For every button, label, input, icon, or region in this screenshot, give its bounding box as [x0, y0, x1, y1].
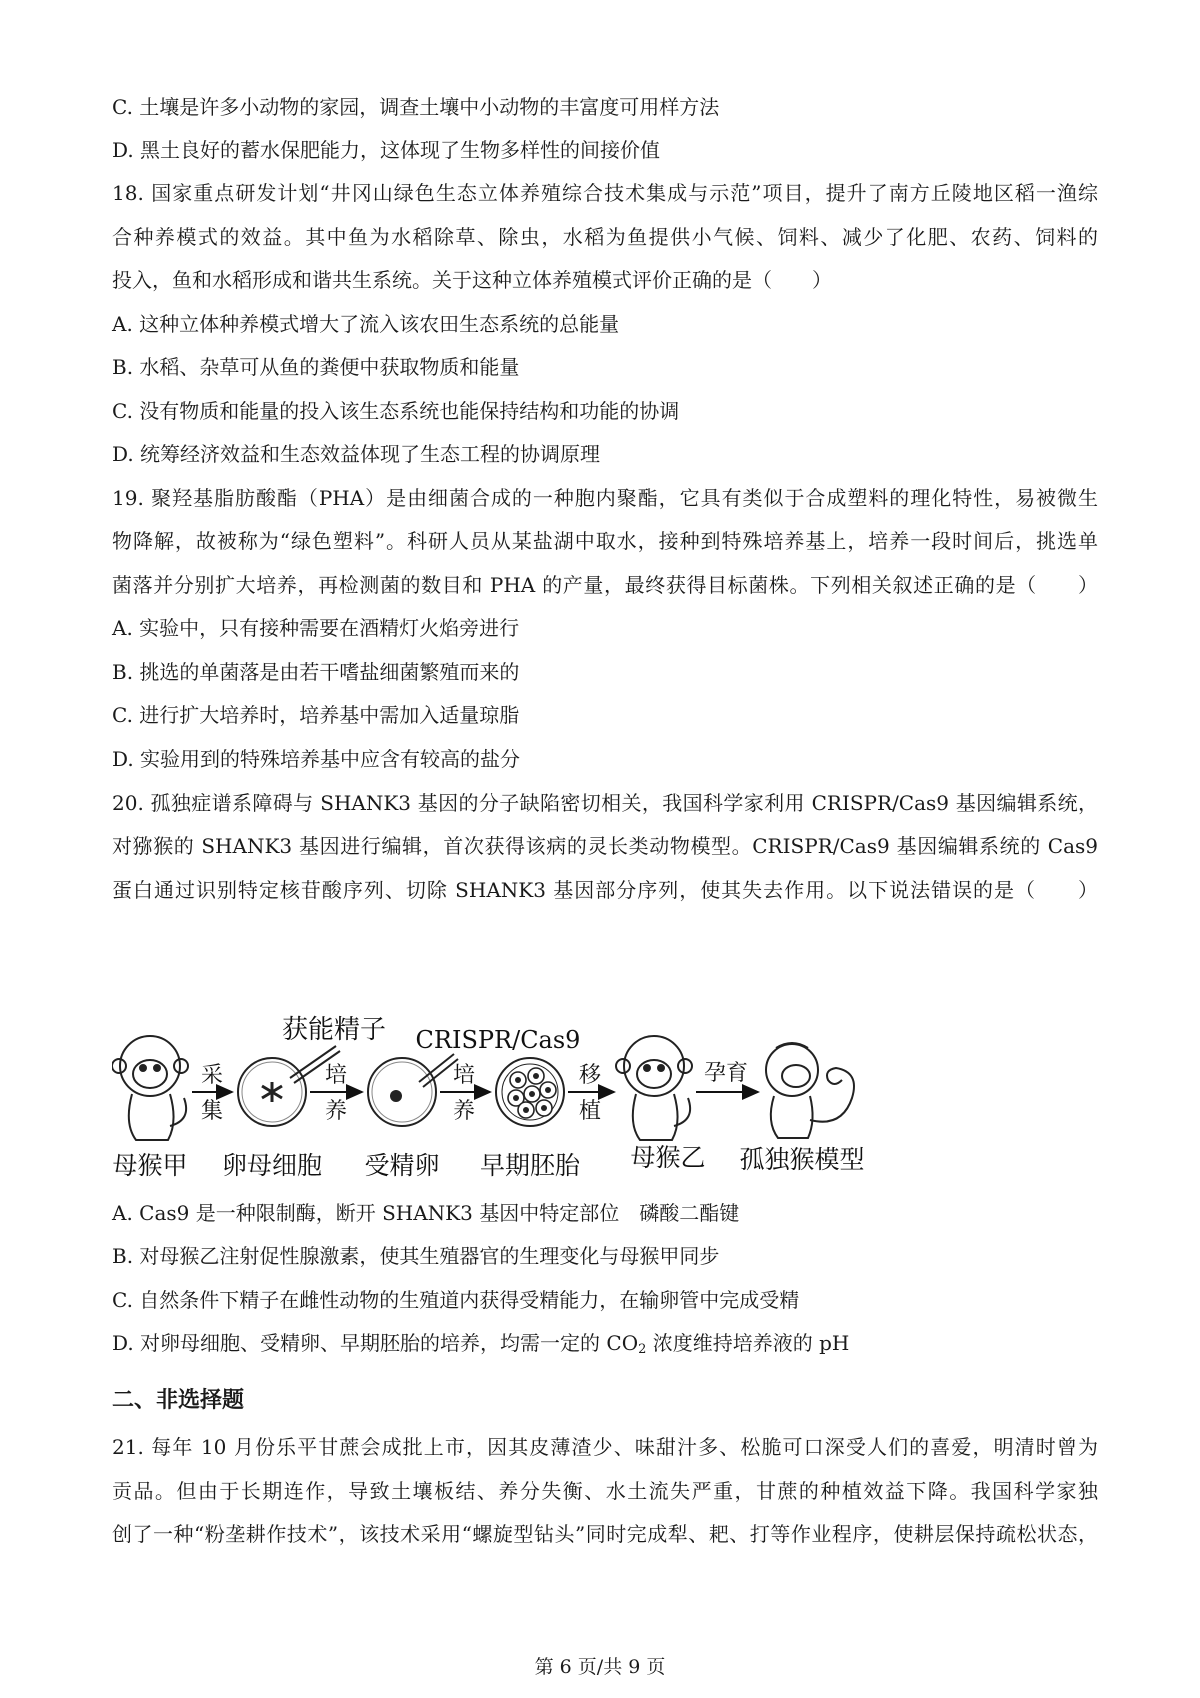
- arrow-label-culture-3: 培: [452, 1063, 476, 1088]
- arrow-label-pregnancy: 孕育: [703, 1061, 749, 1086]
- zygote-icon: [368, 1054, 458, 1126]
- caption-oocyte: 卵母细胞: [221, 1151, 323, 1180]
- caption-zygote: 受精卵: [364, 1151, 440, 1180]
- early-embryo-icon: [496, 1058, 564, 1126]
- option-20b: B. 对母猴乙注射促性腺激素，使其生殖器官的生理变化与母猴甲同步: [112, 1244, 720, 1268]
- question-18-line-1: 18. 国家重点研发计划“井冈山绿色生态立体养殖综合技术集成与示范”项目，提升了南方丘陵地区稻一渔综: [112, 181, 1098, 205]
- option-19b: B. 挑选的单菌落是由若干嗜盐细菌繁殖而来的: [112, 660, 520, 684]
- caption-mother-b: 母猴乙: [630, 1143, 706, 1172]
- option-17c: C. 土壤是许多小动物的家园，调查土壤中小动物的丰富度可用样方法: [112, 95, 720, 119]
- arrow-label-collect-2: 集: [200, 1099, 224, 1124]
- arrow-label-culture-4: 养: [452, 1099, 476, 1124]
- arrow-label-collect-1: 采: [200, 1063, 224, 1088]
- option-18c: C. 没有物质和能量的投入该生态系统也能保持结构和功能的协调: [112, 399, 680, 423]
- option-18d: D. 统筹经济效益和生态效益体现了生态工程的协调原理: [112, 442, 601, 466]
- arrow-label-culture-2: 养: [324, 1099, 348, 1124]
- option-19a: A. 实验中，只有接种需要在酒精灯火焰旁进行: [112, 616, 520, 640]
- mother-monkey-b-icon: [616, 1036, 692, 1140]
- option-19c: C. 进行扩大培养时，培养基中需加入适量琼脂: [112, 703, 520, 727]
- question-20-line-2: 对猕猴的 SHANK3 基因进行编辑，首次获得该病的灵长类动物模型。CRISPR/Cas9 基因编辑系统的 Cas9: [112, 834, 1098, 858]
- question-21-line-2: 贡品。但由于长期连作，导致土壤板结、养分失衡、水土流失严重，甘蔗的种植效益下降。我国科学家独: [112, 1479, 1098, 1503]
- option-19d: D. 实验用到的特殊培养基中应含有较高的盐分: [112, 747, 521, 771]
- option-20c: C. 自然条件下精子在雌性动物的生殖道内获得受精能力，在输卵管中完成受精: [112, 1288, 800, 1312]
- caption-early-embryo: 早期胚胎: [479, 1151, 581, 1180]
- arrow-label-transplant-1: 移: [578, 1063, 602, 1088]
- label-crispr-cas9: CRISPR/Cas9: [415, 1026, 581, 1054]
- option-20a: A. Cas9 是一种限制酶，断开 SHANK3 基因中特定部位 磷酸二酯键: [112, 1201, 740, 1225]
- mother-monkey-a-icon: [112, 1036, 188, 1140]
- autism-monkey-model-icon: [766, 1043, 854, 1138]
- option-20d-text-after: 浓度维持培养液的 pH: [646, 1331, 850, 1355]
- option-20d-text-before: D. 对卵母细胞、受精卵、早期胚胎的培养，均需一定的 CO: [112, 1331, 639, 1355]
- option-18b: B. 水稻、杂草可从鱼的粪便中获取物质和能量: [112, 355, 520, 379]
- page-footer: 第 6 页/共 9 页: [534, 1656, 666, 1678]
- question-19-line-3: 菌落并分别扩大培养，再检测菌的数目和 PHA 的产量，最终获得目标菌株。下列相关叙述正确的是（ ）: [112, 573, 1098, 597]
- arrow-label-transplant-2: 植: [578, 1099, 602, 1124]
- question-21-line-3: 创了一种“粉垄耕作技术”，该技术采用“螺旋型钻头”同时完成犁、耙、打等作业程序，使耕层保持疏松状态，: [112, 1522, 1098, 1546]
- gene-editing-diagram: [112, 1008, 952, 1188]
- question-18-line-2: 合种养模式的效益。其中鱼为水稻除草、除虫，水稻为鱼提供小气候、饲料、减少了化肥、农药、饲料的: [112, 225, 1098, 249]
- question-20-line-1: 20. 孤独症谱系障碍与 SHANK3 基因的分子缺陷密切相关，我国科学家利用 CRISPR/Cas9 基因编辑系统，: [112, 791, 1098, 815]
- question-19-line-2: 物降解，故被称为“绿色塑料”。科研人员从某盐湖中取水，接种到特殊培养基上，培养一段时间后，挑选单: [112, 529, 1098, 553]
- caption-mother-a: 母猴甲: [112, 1151, 188, 1180]
- section-title-non-choice: 二、非选择题: [112, 1388, 245, 1413]
- option-17d: D. 黑土良好的蓄水保肥能力，这体现了生物多样性的间接价值: [112, 138, 661, 162]
- arrow-label-culture-1: 培: [324, 1063, 348, 1088]
- option-18a: A. 这种立体种养模式增大了流入该农田生态系统的总能量: [112, 312, 620, 336]
- question-20-line-3: 蛋白通过识别特定核苷酸序列、切除 SHANK3 基因部分序列，使其失去作用。以下说法错误的是（ ）: [112, 878, 1098, 902]
- option-20d: [112, 1330, 849, 1363]
- question-19-line-1: 19. 聚羟基脂肪酸酯（PHA）是由细菌合成的一种胞内聚酯，它具有类似于合成塑料的理化特性，易被微生: [112, 486, 1098, 510]
- question-21-line-1: 21. 每年 10 月份乐平甘蔗会成批上市，因其皮薄渣少、味甜汁多、松脆可口深受人们的喜爱，明清时曾为: [112, 1435, 1098, 1459]
- label-capacitated-sperm: 获能精子: [281, 1015, 387, 1045]
- option-20d-subscript: 2: [638, 1342, 647, 1357]
- caption-autism-model: 孤独猴模型: [739, 1145, 865, 1174]
- question-18-line-3: 投入，鱼和水稻形成和谐共生系统。关于这种立体养殖模式评价正确的是（ ）: [112, 268, 832, 292]
